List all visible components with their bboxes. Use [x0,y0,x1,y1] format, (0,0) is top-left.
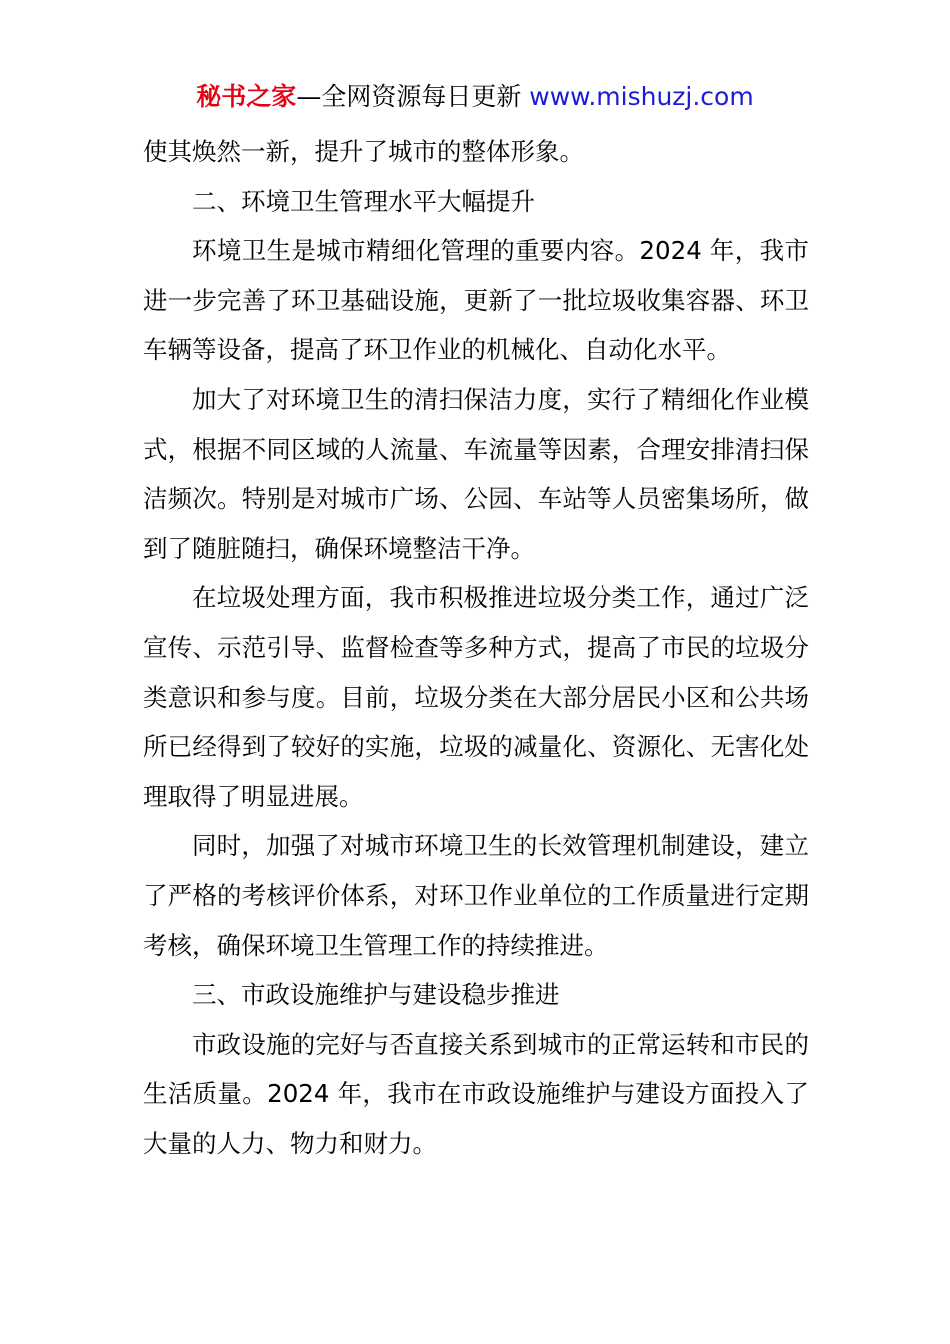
header-tagline: —全网资源每日更新 [296,82,522,111]
paragraph: 在垃圾处理方面，我市积极推进垃圾分类工作，通过广泛宣传、示范引导、监督检查等多种方式，提高了市民的垃圾分类意识和参与度。目前，垃圾分类在大部分居民小区和公共场所已经得到了较好的实施，垃圾的减量化、资源化、无害化处理取得了明显进展。 [143,583,809,811]
paragraph-continuation: 使其焕然一新，提升了城市的整体形象。 [143,137,584,166]
site-url-link[interactable]: www.mishuzj.com [529,82,754,111]
paragraph: 环境卫生是城市精细化管理的重要内容。2024 年，我市进一步完善了环卫基础设施，更新了一批垃圾收集容器、环卫车辆等设备，提高了环卫作业的机械化、自动化水平。 [143,236,809,365]
paragraph: 市政设施的完好与否直接关系到城市的正常运转和市民的生活质量。2024 年，我市在市政设施维护与建设方面投入了大量的人力、物力和财力。 [143,1029,809,1158]
section-heading-2: 二、环境卫生管理水平大幅提升 [192,186,535,216]
document-body [143,127,809,1168]
section-heading-3: 三、市政设施维护与建设稳步推进 [192,980,560,1010]
brand-name: 秘书之家 [196,82,297,111]
site-header [0,80,950,114]
paragraph: 同时，加强了对城市环境卫生的长效管理机制建设，建立了严格的考核评价体系，对环卫作业单位的工作质量进行定期考核，确保环境卫生管理工作的持续推进。 [143,831,809,960]
paragraph: 加大了对环境卫生的清扫保洁力度，实行了精细化作业模式，根据不同区域的人流量、车流量等因素，合理安排清扫保洁频次。特别是对城市广场、公园、车站等人员密集场所，做到了随脏随扫，确保环境整洁干净。 [143,384,809,563]
